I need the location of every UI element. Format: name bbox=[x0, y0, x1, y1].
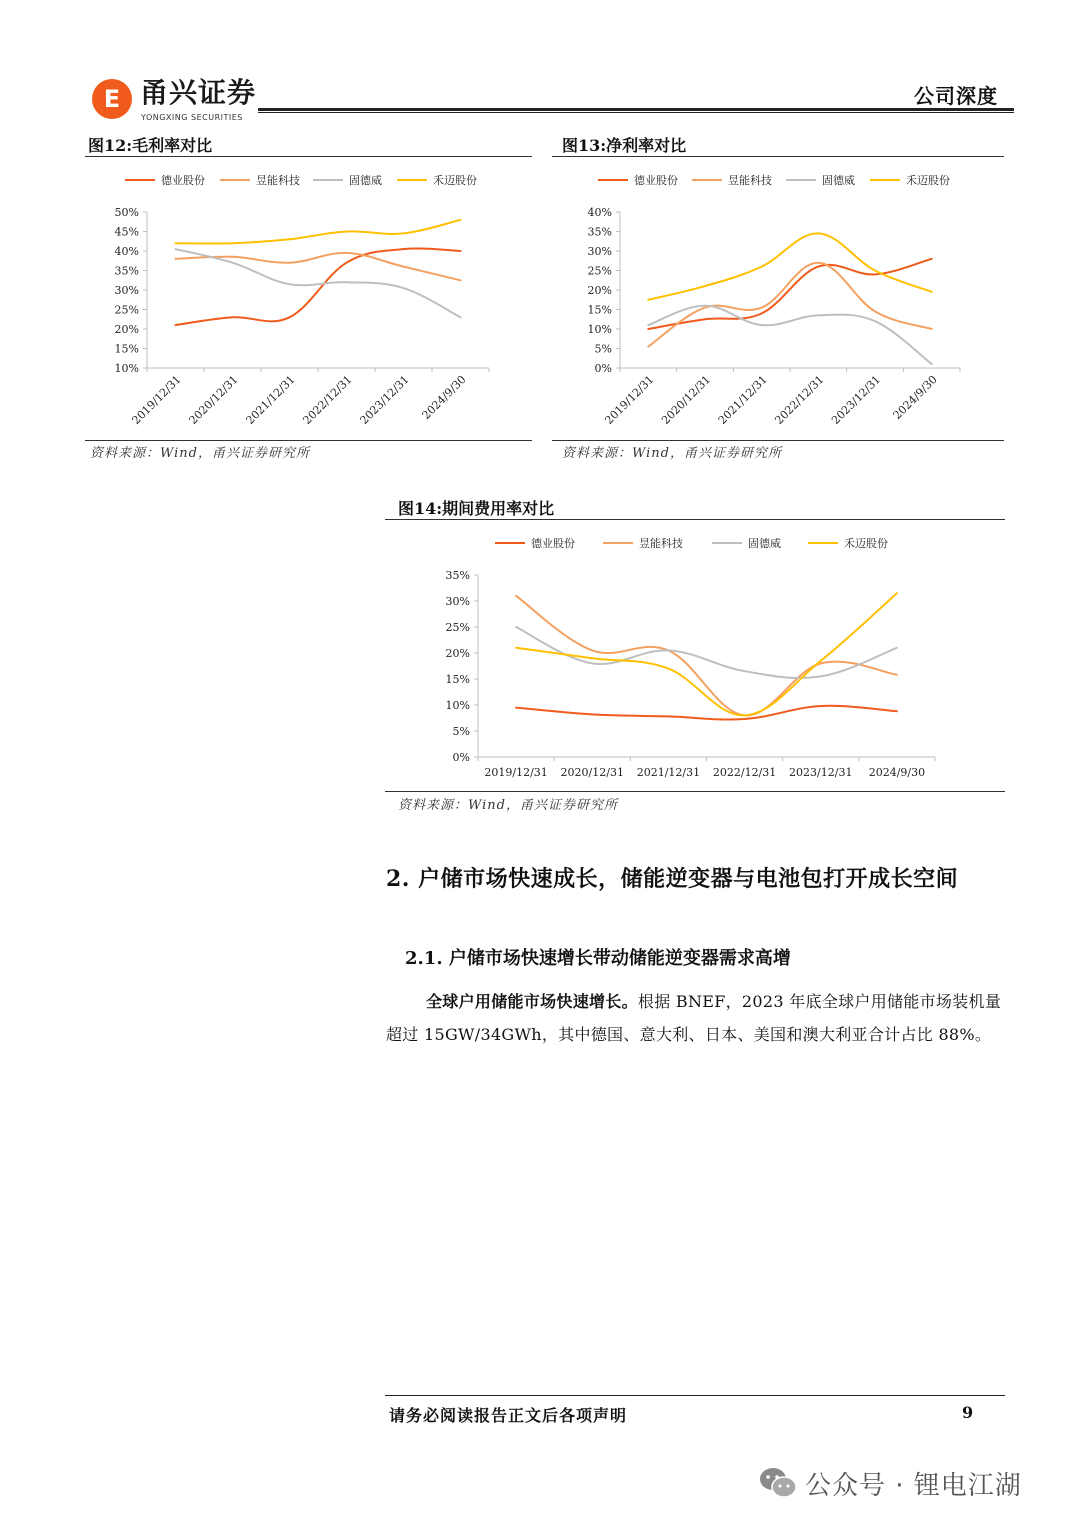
header-rule-thin bbox=[258, 112, 1014, 113]
fig12-series-line bbox=[176, 220, 461, 244]
fig13-x-tick-label: 2022/12/31 bbox=[772, 372, 827, 427]
fig12-x-tick-label: 2020/12/31 bbox=[186, 372, 241, 427]
paragraph-lead: 全球户用储能市场快速增长。 bbox=[426, 992, 638, 1011]
fig14-y-tick-label: 5% bbox=[452, 725, 470, 738]
fig12-legend-label: 昱能科技 bbox=[256, 174, 300, 187]
section-tag: 公司深度 bbox=[914, 84, 998, 108]
fig12-y-tick-label: 25% bbox=[114, 303, 139, 317]
brand-logo bbox=[92, 79, 132, 119]
fig12-title: 图12:毛利率对比 bbox=[88, 136, 213, 155]
fig12-y-tick-label: 15% bbox=[114, 342, 139, 356]
paragraph-text: 根据 BNEF，2023 年底全球户用储能市场装机量超过 15GW/34GWh，其中德国、意大利、日本、美国和澳大利亚合计占比 88%。 bbox=[386, 992, 1002, 1044]
fig14-series-line bbox=[516, 706, 897, 720]
fig13-title: 图13:净利率对比 bbox=[562, 136, 687, 155]
fig14-legend-label: 固德威 bbox=[748, 537, 781, 550]
fig13-y-tick-label: 10% bbox=[587, 323, 612, 336]
fig14-y-tick-label: 15% bbox=[445, 673, 470, 686]
fig14-y-tick-label: 25% bbox=[445, 621, 470, 634]
fig14-series-line bbox=[516, 627, 897, 678]
footer-disclaimer: 请务必阅读报告正文后各项声明 bbox=[389, 1406, 628, 1425]
fig12-series-line bbox=[176, 248, 461, 325]
fig12-y-tick-label: 35% bbox=[114, 264, 139, 278]
section-heading: 2. 户储市场快速成长，储能逆变器与电池包打开成长空间 bbox=[386, 866, 959, 892]
fig13-legend-label: 德业股份 bbox=[634, 174, 678, 187]
fig14-chart bbox=[385, 523, 1005, 791]
fig12-chart bbox=[85, 160, 532, 440]
page-number: 9 bbox=[962, 1403, 974, 1422]
fig12-legend-label: 固德威 bbox=[349, 174, 382, 187]
fig14-legend-label: 禾迈股份 bbox=[844, 537, 888, 550]
fig12-y-tick-label: 30% bbox=[114, 284, 139, 297]
fig12-x-tick-label: 2019/12/31 bbox=[129, 372, 184, 427]
fig12-x-tick-label: 2024/9/30 bbox=[419, 372, 469, 423]
fig14-legend-label: 德业股份 bbox=[531, 537, 575, 550]
fig14-y-tick-label: 30% bbox=[445, 595, 470, 608]
header-rule bbox=[258, 108, 1014, 111]
fig12-x-tick-label: 2021/12/31 bbox=[243, 372, 298, 427]
wechat-icon bbox=[758, 1466, 798, 1500]
fig12-series-line bbox=[176, 249, 461, 317]
body-paragraph bbox=[386, 985, 1006, 1051]
fig13-y-tick-label: 0% bbox=[594, 362, 612, 375]
fig13-y-tick-label: 25% bbox=[587, 264, 612, 278]
fig12-y-tick-label: 50% bbox=[114, 206, 139, 219]
fig13-chart bbox=[552, 160, 1004, 440]
fig13-source: 资料来源：Wind，甬兴证券研究所 bbox=[562, 446, 782, 461]
fig13-x-tick-label: 2020/12/31 bbox=[659, 372, 714, 427]
subsection-heading: 2.1. 户储市场快速增长带动储能逆变器需求高增 bbox=[405, 948, 791, 969]
fig14-y-tick-label: 10% bbox=[445, 699, 470, 712]
fig13-y-tick-label: 20% bbox=[587, 284, 612, 297]
fig13-bottom-rule bbox=[552, 440, 1004, 441]
fig14-y-tick-label: 20% bbox=[445, 647, 470, 660]
fig14-y-tick-label: 0% bbox=[452, 751, 470, 764]
fig13-legend-label: 禾迈股份 bbox=[906, 174, 950, 187]
fig12-series-line bbox=[176, 253, 461, 280]
fig12-y-tick-label: 20% bbox=[114, 323, 139, 336]
fig14-source: 资料来源：Wind，甬兴证券研究所 bbox=[398, 798, 618, 813]
fig13-series-line bbox=[648, 263, 931, 347]
fig13-y-tick-label: 40% bbox=[587, 206, 612, 219]
brand-name-en: YONGXING SECURITIES bbox=[141, 113, 243, 122]
brand-name: 甬兴证券 bbox=[140, 76, 257, 109]
fig14-x-tick-label: 2024/9/30 bbox=[868, 766, 926, 779]
fig13-x-tick-label: 2019/12/31 bbox=[602, 372, 657, 427]
fig13-legend-label: 固德威 bbox=[822, 174, 855, 187]
fig12-source: 资料来源：Wind，甬兴证券研究所 bbox=[90, 446, 310, 461]
watermark-text: 公众号 · 锂电江湖 bbox=[805, 1471, 1022, 1501]
fig12-x-tick-label: 2023/12/31 bbox=[357, 372, 412, 427]
fig12-y-tick-label: 10% bbox=[114, 362, 139, 375]
fig13-y-tick-label: 30% bbox=[587, 245, 612, 258]
footer-rule bbox=[385, 1395, 1005, 1396]
fig13-y-tick-label: 35% bbox=[587, 225, 612, 239]
fig14-y-tick-label: 35% bbox=[445, 569, 470, 582]
fig12-y-tick-label: 40% bbox=[114, 245, 139, 258]
fig14-title-rule bbox=[385, 519, 1005, 520]
logo-glyph: E bbox=[103, 85, 121, 113]
fig13-x-tick-label: 2023/12/31 bbox=[829, 372, 884, 427]
fig13-title-rule bbox=[552, 156, 1004, 157]
fig14-legend-label: 昱能科技 bbox=[639, 537, 683, 550]
fig12-legend-label: 德业股份 bbox=[161, 174, 205, 187]
fig12-legend-label: 禾迈股份 bbox=[433, 174, 477, 187]
fig13-y-tick-label: 5% bbox=[594, 342, 612, 356]
fig13-legend-label: 昱能科技 bbox=[728, 174, 772, 187]
fig14-x-tick-label: 2021/12/31 bbox=[636, 766, 701, 779]
fig14-title: 图14:期间费用率对比 bbox=[398, 499, 555, 518]
fig14-x-tick-label: 2022/12/31 bbox=[712, 766, 777, 779]
fig14-bottom-rule bbox=[385, 791, 1005, 792]
fig12-y-tick-label: 45% bbox=[114, 225, 139, 239]
fig14-x-tick-label: 2023/12/31 bbox=[789, 766, 853, 779]
fig13-x-tick-label: 2024/9/30 bbox=[890, 372, 940, 423]
fig12-x-tick-label: 2022/12/31 bbox=[300, 372, 355, 427]
fig13-x-tick-label: 2021/12/31 bbox=[715, 372, 770, 427]
fig14-x-tick-label: 2020/12/31 bbox=[560, 766, 624, 779]
fig14-x-tick-label: 2019/12/31 bbox=[484, 766, 548, 779]
fig12-title-rule bbox=[85, 156, 532, 157]
fig14-series-line bbox=[516, 593, 897, 715]
fig12-bottom-rule bbox=[85, 440, 532, 441]
fig13-y-tick-label: 15% bbox=[587, 303, 612, 317]
